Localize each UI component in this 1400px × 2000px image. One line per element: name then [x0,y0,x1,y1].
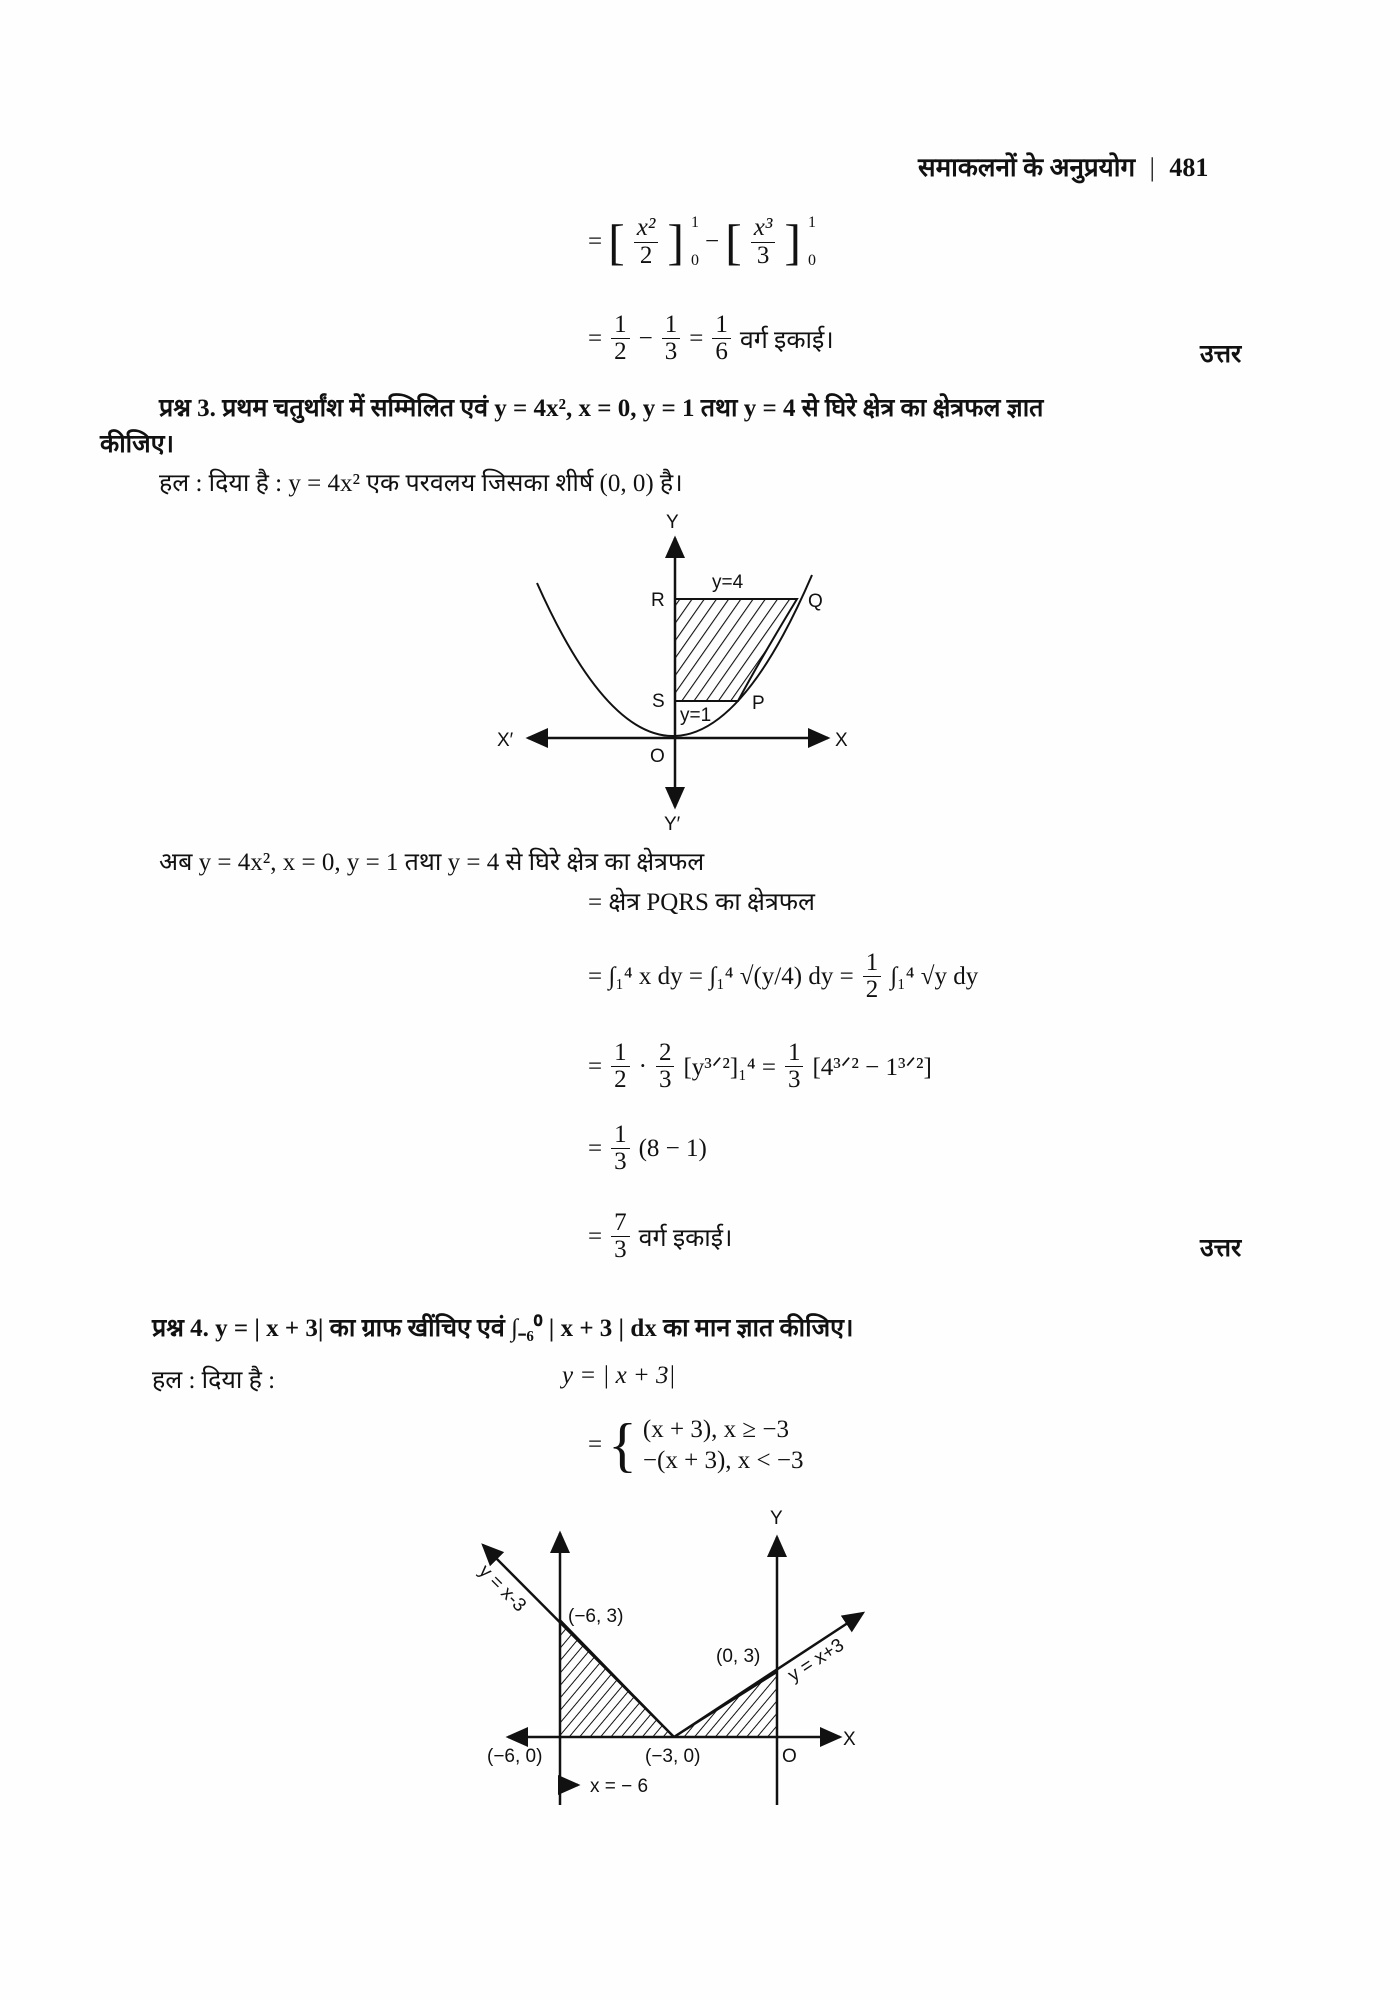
label-left-line: y = x-3 [474,1560,531,1617]
denominator: 3 [658,1066,672,1094]
equals: = [588,1052,603,1080]
unit-text: वर्ग इकाई। [739,326,834,354]
label-s: S [652,691,665,712]
upper-limit: 1 [808,214,817,231]
case-2: −(x + 3), x < −3 [642,1447,804,1475]
label-point-minus6-0: (−6, 0) [487,1746,543,1767]
numerator: 7 [611,1210,630,1237]
numerator: x³ [751,215,776,242]
solution-3-line: = क्षेत्र PQRS का क्षेत्रफल [588,889,815,916]
label-point-minus3-0: (−3, 0) [645,1746,701,1767]
numerator: 1 [785,1040,804,1067]
denominator: 2 [614,1066,627,1094]
label-x: X [843,1729,856,1750]
question-text: का मान ज्ञात कीजिए। [662,1315,854,1342]
question-text-cont: कीजिए। [100,431,175,458]
separator: | [1149,153,1155,182]
answer-label: उत्तर [1200,1235,1242,1262]
label-y: Y [770,1508,783,1529]
numerator: 1 [611,312,630,339]
label-x-prime: X′ [497,730,514,751]
numerator: 1 [863,950,882,977]
solution-3-line: अब y = 4x², x = 0, y = 1 तथा y = 4 से घिरे क्षेत्र का क्षेत्रफल [159,849,705,876]
upper-limit: 1 [691,214,700,231]
question-text: y = | x + 3| का ग्राफ खींचिए एवं [215,1315,505,1342]
label-q: Q [808,591,823,612]
numerator: 1 [611,1040,630,1067]
question-label: प्रश्न 4. [152,1315,209,1342]
denominator: 3 [664,338,678,366]
integral-expression: ∫₋₆⁰ | x + 3 | dx [511,1315,657,1342]
label-y-equals-1: y=1 [680,705,712,726]
denominator: 6 [715,338,728,366]
denominator: 3 [614,1236,627,1264]
bracket: [ [725,214,742,270]
equation: y = | x + 3| [562,1362,676,1389]
numerator: 1 [712,312,731,339]
unit-text: वर्ग इकाई। [638,1224,733,1252]
denominator: 2 [614,338,627,366]
answer-label: उत्तर [1200,341,1242,368]
label-origin: O [650,746,665,767]
label-y-prime: Y′ [664,814,681,835]
minus: − [638,324,653,352]
equals: = [689,324,704,352]
lower-limit: 0 [691,252,700,269]
question-text: प्रथम चतुर्थांश में सम्मिलित एवं y = 4x², x = 0, y = 1 तथा y = 4 से घिरे क्षेत्र का क्षेत्रफल ज्ञात [222,395,1044,422]
label-origin: O [782,1746,797,1767]
label-p: P [752,693,765,714]
case-1: (x + 3), x ≥ −3 [642,1416,789,1443]
numerator: 1 [662,312,681,339]
label-x-equals-minus6: x = − 6 [590,1776,649,1797]
equals: = [588,1134,603,1162]
denominator: 2 [865,976,879,1004]
equals: = [588,1431,603,1459]
expression: [4³ᐟ² − 1³ᐟ²] [812,1053,932,1081]
label-x: X [835,730,848,751]
bracket: ] [784,214,802,270]
equals: = [588,1222,603,1250]
denominator: 3 [787,1066,801,1094]
denominator: 2 [639,241,653,269]
label-r: R [651,590,665,611]
minus: − [705,228,720,255]
expression: (8 − 1) [638,1134,707,1162]
lower-limit: 0 [808,252,817,269]
label-point-minus6-3: (−6, 3) [568,1606,624,1627]
solution-4-intro: हल : दिया है : [152,1367,276,1394]
label-y: Y [666,512,679,533]
integral-expression: = ∫₁⁴ x dy = ∫₁⁴ √(y/4) dy = [588,962,854,990]
bracket: [ [608,214,625,270]
numerator: x² [634,215,659,242]
dot: · [638,1052,647,1080]
numerator: 1 [611,1122,630,1149]
denominator: 3 [614,1148,627,1176]
solution-3-intro: हल : दिया है : y = 4x² एक परवलय जिसका शीर्ष (0, 0) है। [159,470,683,497]
label-y-equals-4: y=4 [712,572,744,593]
label-right-line: y = x+3 [784,1634,848,1687]
numerator: 2 [656,1040,675,1067]
denominator: 3 [756,241,770,269]
chapter-title: समाकलनों के अनुप्रयोग [918,153,1136,182]
equals: = [588,228,603,255]
question-label: प्रश्न 3. [159,395,216,422]
expression: [y³ᐟ²]₁⁴ = [683,1053,776,1081]
bracket: ] [667,214,685,270]
label-point-0-3: (0, 3) [716,1646,761,1667]
page-number: 481 [1169,153,1209,182]
brace: { [608,1412,637,1479]
equals: = [588,324,603,352]
integral-expression: ∫₁⁴ √y dy [890,962,979,990]
